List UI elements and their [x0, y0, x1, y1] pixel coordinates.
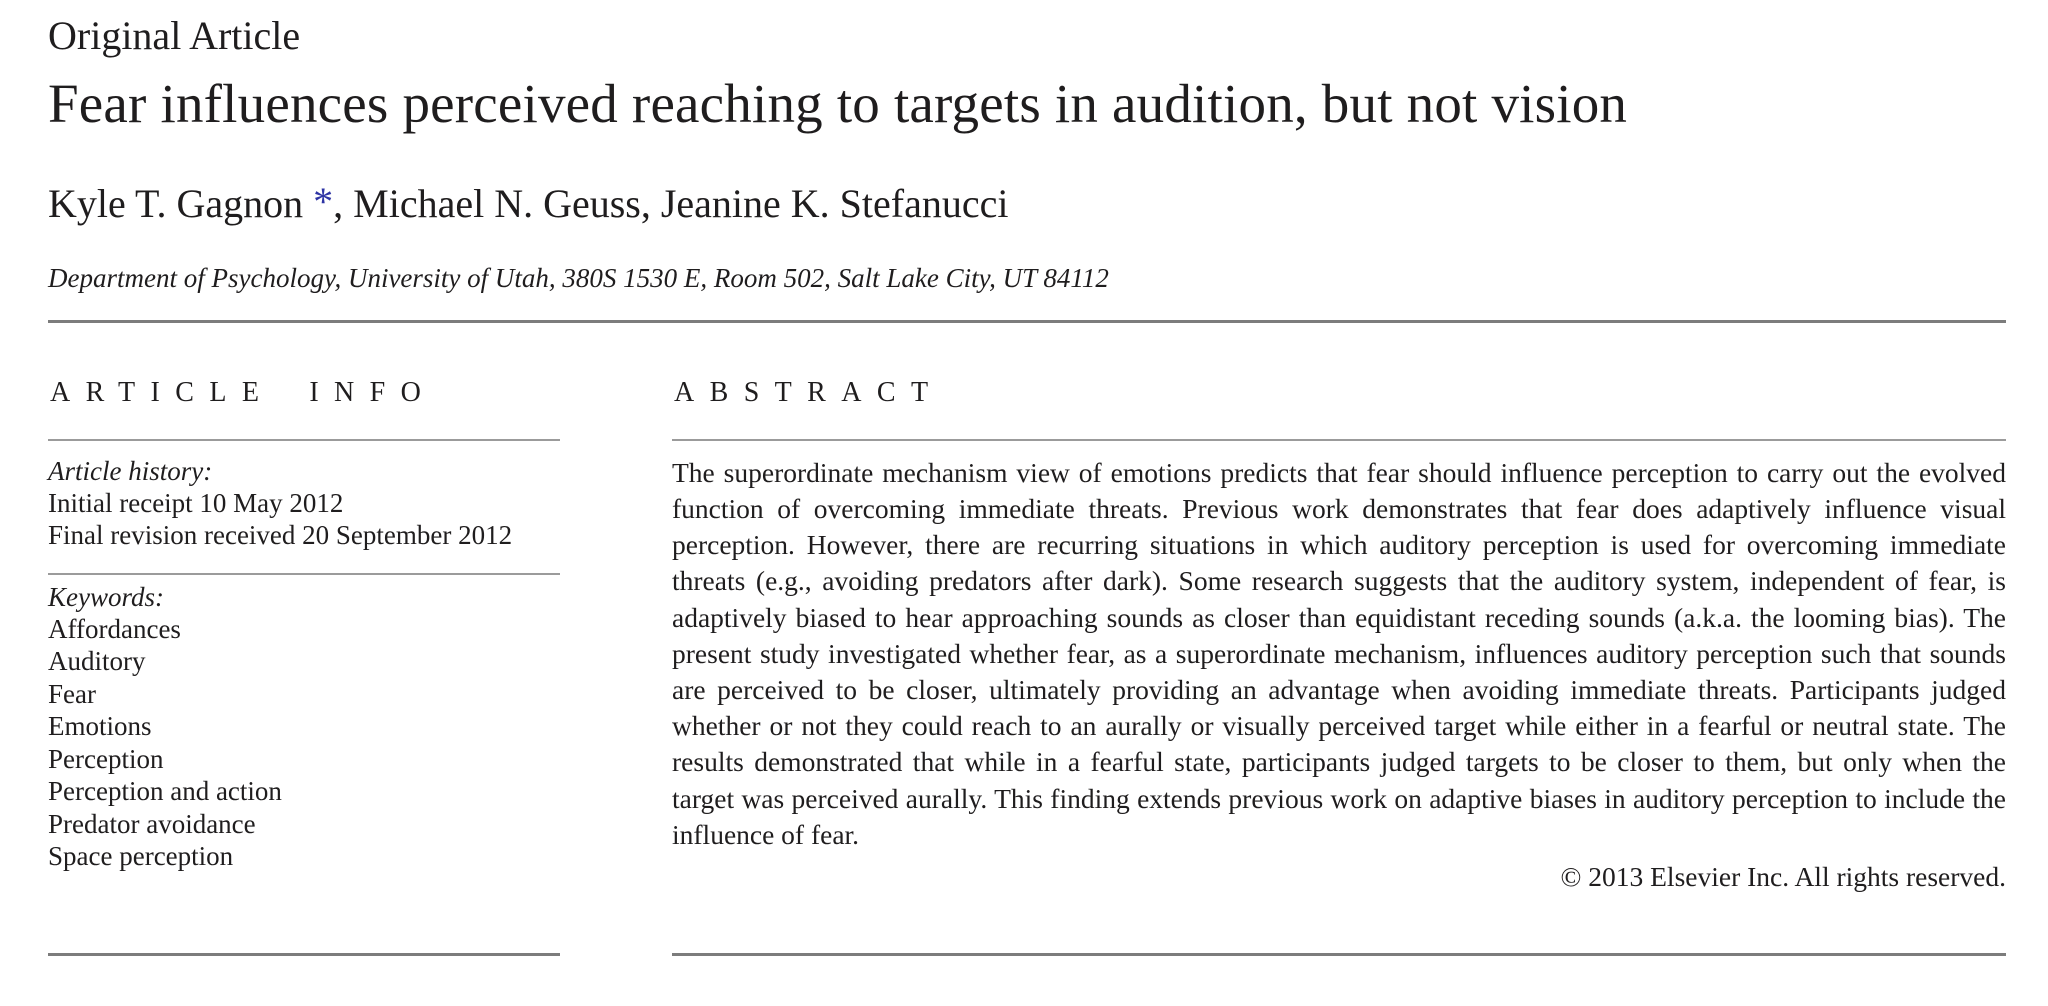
article-info-column — [48, 378, 560, 873]
header-divider-rule — [48, 320, 2006, 323]
keyword-item: Space perception — [48, 841, 234, 872]
author-corresponding: Kyle T. Gagnon — [48, 181, 304, 226]
article-history-item: Final revision received 20 September 2012 — [48, 519, 513, 550]
author-others: , Michael N. Geuss, Jeanine K. Stefanucci — [333, 181, 1009, 226]
corresponding-author-asterisk-link[interactable]: * — [313, 179, 334, 224]
keyword-item: Auditory — [48, 646, 146, 677]
article-info-section-rule — [48, 573, 560, 575]
keywords-label: Keywords: — [48, 581, 164, 612]
article-category-label: Original Article — [48, 13, 301, 58]
abstract-heading-rule — [672, 439, 2006, 441]
article-title: Fear influences perceived reaching to targets in audition, but not vision — [48, 73, 1628, 134]
abstract-text: The superordinate mechanism view of emotions predicts that fear should influence perception to carry out the evolved function of overcoming immediate threats. Previous work demonstrates that fear does adaptively influence visual perception. However, there are recurring situations in which auditory perception is used for overcoming immediate threats (e.g., avoiding predators after dark). Some research suggests that the auditory system, independent of fear, is adaptively biased to hear approaching sounds as closer than equidistant receding sounds (a.k.a. the looming bias). The present study investigated whether fear, as a superordinate mechanism, influences auditory perception such that sounds are perceived to be closer, ultimately providing an advantage when avoiding immediate threats. Participants judged whether or not they could reach to an aurally or visually perceived target while either in a fearful or neutral state. The results demonstrated that while in a fearful state, participants judged targets to be closer to them, but only when the target was perceived aurally. This finding extends previous work on adaptive biases in auditory perception to include the influence of fear. — [672, 456, 2006, 850]
article-history-item: Initial receipt 10 May 2012 — [48, 487, 344, 518]
copyright-line: © 2013 Elsevier Inc. All rights reserved. — [1560, 861, 2006, 893]
abstract-heading: ABSTRACT — [674, 377, 944, 408]
keyword-item: Affordances — [48, 613, 181, 644]
keyword-item: Perception — [48, 743, 164, 774]
keyword-item: Perception and action — [48, 776, 282, 807]
article-history-label: Article history: — [48, 455, 213, 486]
keyword-item: Fear — [48, 678, 96, 709]
article-info-bottom-rule — [48, 953, 560, 956]
article-info-heading: ARTICLE INFO — [50, 377, 437, 408]
abstract-column — [672, 378, 2006, 895]
article-info-heading-rule — [48, 439, 560, 441]
abstract-bottom-rule — [672, 953, 2006, 956]
author-line — [48, 178, 1009, 228]
keyword-item: Emotions — [48, 711, 152, 742]
affiliation-line: Department of Psychology, University of Utah, 380S 1530 E, Room 502, Salt Lake City, UT 84112 — [48, 263, 1109, 293]
keyword-item: Predator avoidance — [48, 808, 256, 839]
